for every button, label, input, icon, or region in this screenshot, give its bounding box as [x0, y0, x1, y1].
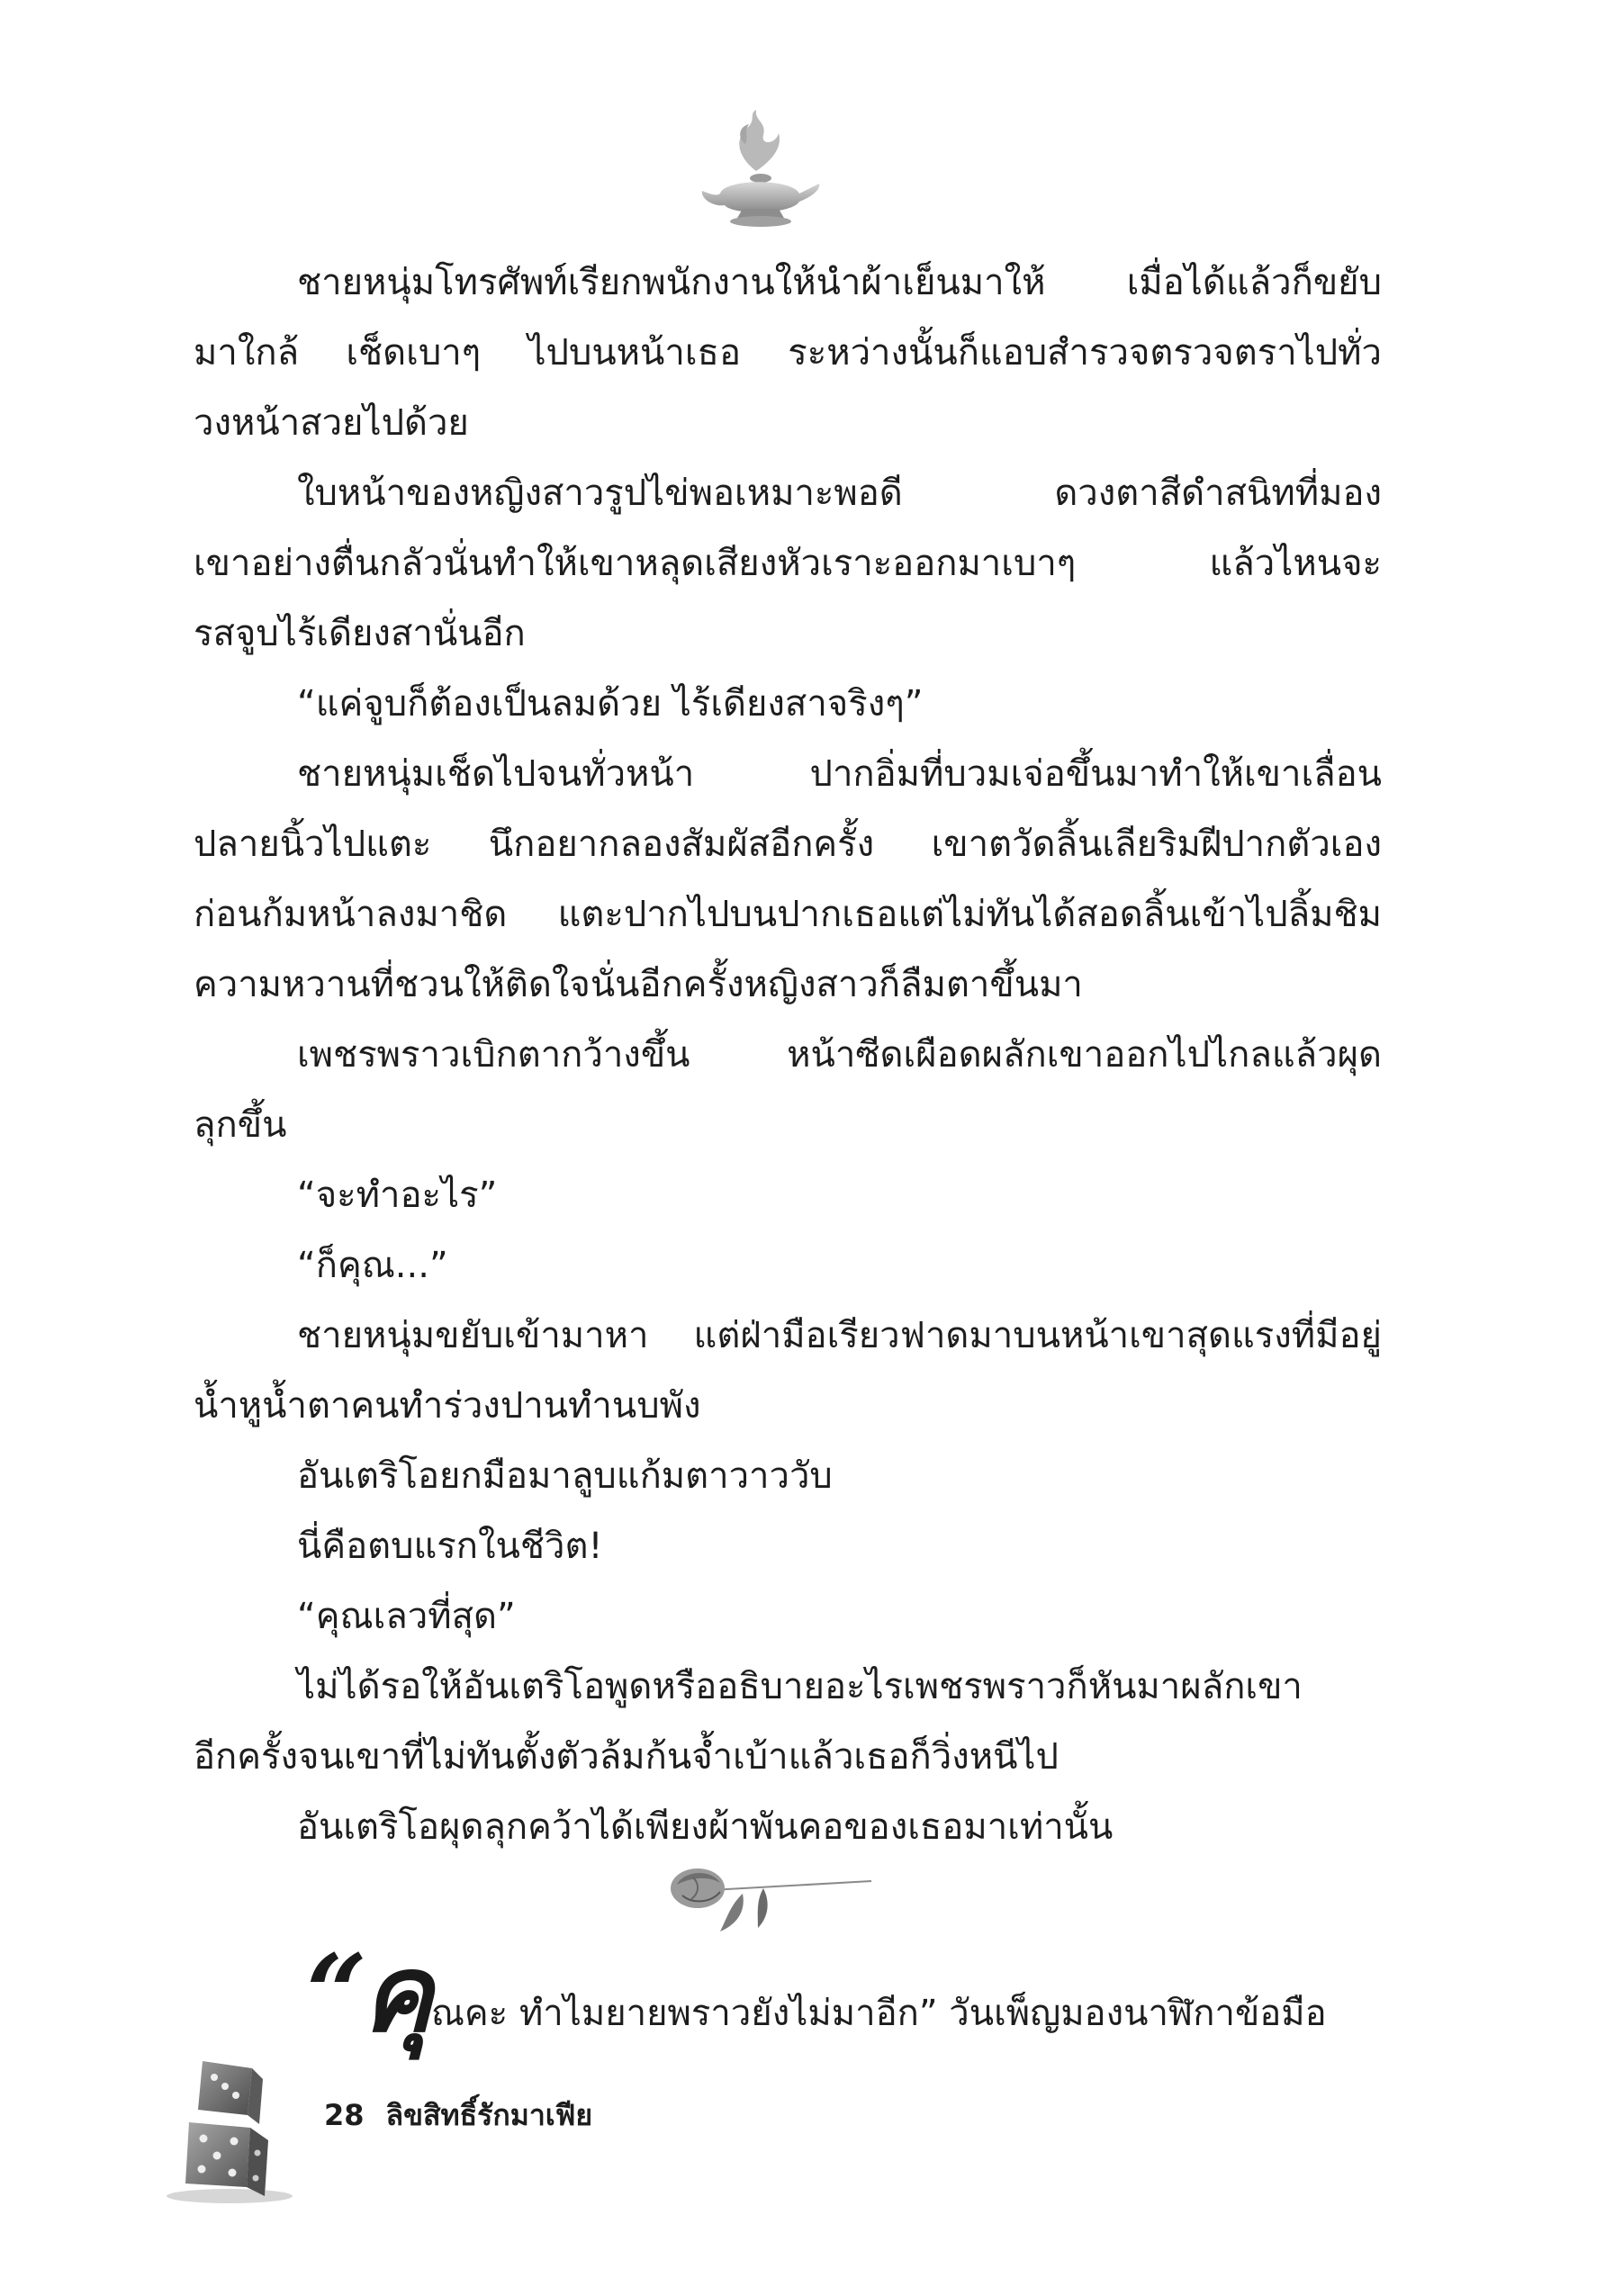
paragraph: [194, 1230, 1382, 1301]
opening-text: ณคะ ทำไมยายพราวยังไม่มาอีก” วันเพ็ญมองนาฬิกาข้อมือ: [430, 1993, 1327, 2034]
text-line: “ก็คุณ...”: [297, 1245, 448, 1286]
paragraph: [194, 1581, 1382, 1652]
paragraph: [194, 1792, 1382, 1862]
paragraph: [194, 739, 1382, 1020]
text-line: รสจูบไร้เดียงสานั่นอีก: [194, 613, 526, 654]
text-line: ลุกขึ้น: [194, 1104, 287, 1146]
paragraph: [194, 1020, 1382, 1160]
chapter-opening-line: [306, 1931, 1386, 2058]
paragraph: [194, 669, 1382, 739]
text-line: ชายหนุ่มเช็ดไปจนทั่วหน้า ปากอิ่มที่บวมเจ่อขึ้นมาทำให้เขาเลื่อน: [297, 753, 1382, 795]
text-line: อีกครั้งจนเขาที่ไม่ทันตั้งตัวล้มก้นจ้ำเบ้าแล้วเธอก็วิ่งหนีไป: [194, 1736, 1059, 1778]
paragraph: [194, 1511, 1382, 1581]
text-line: ชายหนุ่มโทรศัพท์เรียกพนักงานให้นำผ้าเย็นมาให้ เมื่อได้แล้วก็ขยับ: [297, 262, 1382, 303]
text-line: ใบหน้าของหญิงสาวรูปไข่พอเหมาะพอดี ดวงตาสีดำสนิทที่มอง: [297, 473, 1382, 514]
text-line: เพชรพราวเบิกตากว้างขึ้น หน้าซีดเผือดผลักเขาออกไปไกลแล้วผุด: [297, 1034, 1382, 1076]
text-line: วงหน้าสวยไปด้วย: [194, 402, 469, 444]
text-line: มาใกล้ เช็ดเบาๆ ไปบนหน้าเธอ ระหว่างนั้นก็แอบสำรวจตรวจตราไปทั่ว: [194, 332, 1382, 374]
text-line: ไม่ได้รอให้อันเตริโอพูดหรืออธิบายอะไรเพชรพราวก็หันมาผลักเขา: [297, 1666, 1303, 1707]
text-line: นี่คือตบแรกในชีวิต!: [297, 1526, 603, 1567]
paragraph: [194, 248, 1382, 458]
paragraph: [194, 458, 1382, 669]
text-line: ความหวานที่ชวนให้ติดใจนั่นอีกครั้งหญิงสาวก็ลืมตาขึ้นมา: [194, 964, 1083, 1005]
text-line: อันเตริโอผุดลุกคว้าได้เพียงผ้าพันคอของเธอมาเท่านั้น: [297, 1806, 1114, 1848]
text-line: ปลายนิ้วไปแตะ นึกอยากลองสัมผัสอีกครั้ง เขาตวัดลิ้นเลียริมฝีปากตัวเอง: [194, 824, 1382, 865]
text-line: “จะทำอะไร”: [297, 1175, 498, 1216]
text-line: ก่อนก้มหน้าลงมาชิด แตะปากไปบนปากเธอแต่ไม่ทันได้สอดลิ้นเข้าไปลิ้มชิม: [194, 894, 1382, 935]
dropcap: “คุ: [306, 1931, 428, 2056]
paragraph: [194, 1652, 1382, 1792]
text-line: อันเตริโอยกมือมาลูบแก้มตาวาววับ: [297, 1455, 833, 1497]
rose-icon: [657, 1854, 873, 1953]
paragraph: [194, 1301, 1382, 1441]
text-line: น้ำหูน้ำตาคนทำร่วงปานทำนบพัง: [194, 1385, 701, 1427]
paragraph: [194, 1160, 1382, 1230]
page-footer: [324, 2093, 592, 2138]
dice-icon: [162, 2052, 297, 2205]
body-text: [194, 248, 1382, 1862]
paragraph: [194, 1441, 1382, 1511]
text-line: ชายหนุ่มขยับเข้ามาหา แต่ฝ่ามือเรียวฟาดมาบนหน้าเขาสุดแรงที่มีอยู่: [297, 1315, 1382, 1356]
text-line: “แค่จูบก็ต้องเป็นลมด้วย ไร้เดียงสาจริงๆ”: [297, 683, 924, 725]
page-number: 28: [324, 2098, 365, 2132]
book-title: ลิขสิทธิ์รักมาเฟีย: [385, 2098, 593, 2132]
text-line: “คุณเลวที่สุด”: [297, 1596, 516, 1637]
text-line: เขาอย่างตื่นกลัวนั่นทำให้เขาหลุดเสียงหัวเราะออกมาเบาๆ แล้วไหนจะ: [194, 543, 1382, 584]
genie-lamp-icon: [693, 108, 828, 234]
